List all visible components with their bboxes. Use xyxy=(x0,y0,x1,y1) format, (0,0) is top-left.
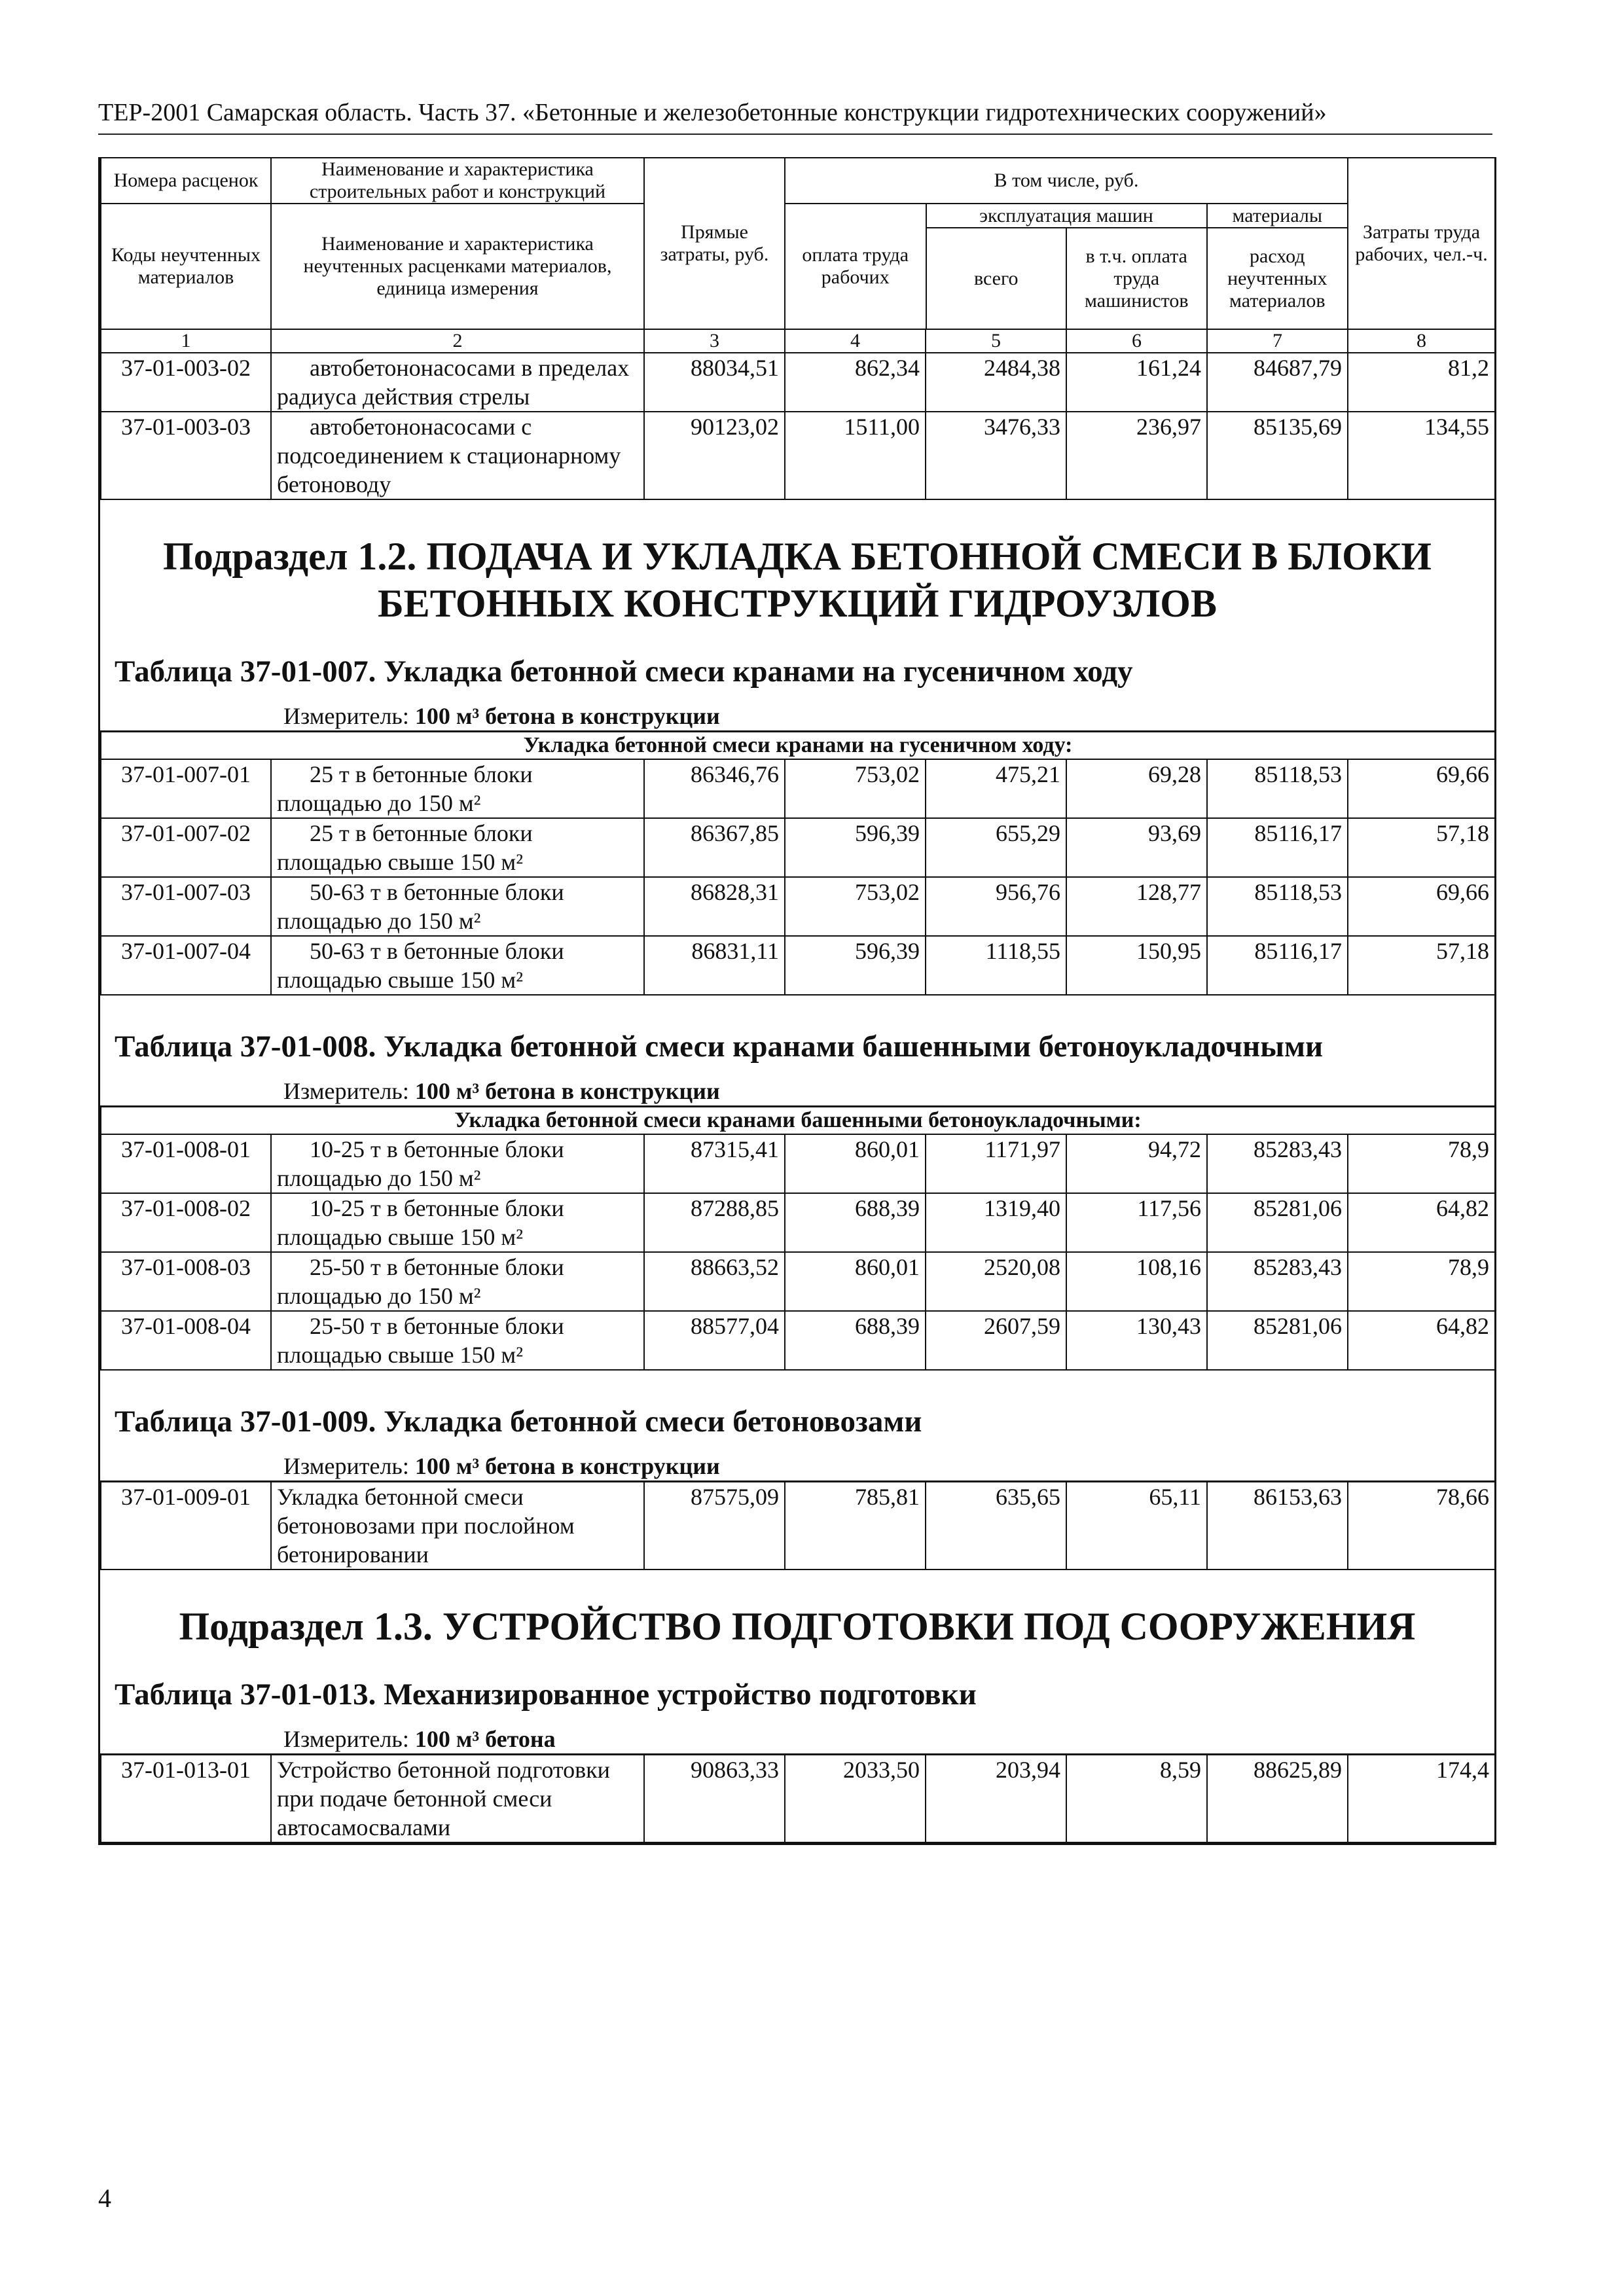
value-labor-hours: 69,66 xyxy=(1348,877,1495,936)
rate-code: 37-01-007-04 xyxy=(101,936,271,995)
value-labor-hours: 81,2 xyxy=(1348,353,1495,412)
value-materials: 84687,79 xyxy=(1207,353,1348,412)
rate-description xyxy=(271,1311,644,1370)
main-table xyxy=(100,157,1496,500)
page-header: ТЕР-2001 Самарская область. Часть 37. «Бетонные и железобетонные конструкции гидротехнических сооружений» xyxy=(98,98,1492,135)
table-row xyxy=(101,877,1495,936)
page-number: 4 xyxy=(98,2183,111,2213)
value-direct-costs: 88034,51 xyxy=(644,353,785,412)
rate-code: 37-01-008-03 xyxy=(101,1252,271,1311)
col-num: 5 xyxy=(926,329,1066,353)
col-num: 2 xyxy=(271,329,644,353)
value-labor-pay: 688,39 xyxy=(785,1311,926,1370)
table-row xyxy=(101,1755,1495,1843)
value-labor-pay: 596,39 xyxy=(785,936,926,995)
value-materials: 85135,69 xyxy=(1207,412,1348,499)
meter-value: 100 м³ бетона xyxy=(414,1726,556,1752)
rate-code: 37-01-007-01 xyxy=(101,759,271,818)
header-materials: материалы xyxy=(1207,204,1348,228)
header-material-name: Наименование и характеристика неучтенных расценками материалов, единица измерения xyxy=(271,204,644,329)
value-direct-costs: 90123,02 xyxy=(644,412,785,499)
meter-label: Измеритель: xyxy=(283,1726,409,1752)
value-labor-pay: 1511,00 xyxy=(785,412,926,499)
subsection-title-1-3: Подраздел 1.3. УСТРОЙСТВО ПОДГОТОВКИ ПОД СООРУЖЕНИЯ xyxy=(179,1605,1416,1648)
rate-description xyxy=(271,1482,644,1570)
value-labor-pay: 862,34 xyxy=(785,353,926,412)
value-machines-total: 2520,08 xyxy=(926,1252,1066,1311)
table-caption-008: Укладка бетонной смеси кранами башенными бетоноукладочными: xyxy=(101,1107,1495,1135)
meter-009 xyxy=(100,1452,1494,1480)
rate-description xyxy=(271,759,644,818)
rate-description xyxy=(271,1252,644,1311)
value-machinist-pay: 161,24 xyxy=(1066,353,1207,412)
value-machinist-pay: 94,72 xyxy=(1066,1134,1207,1193)
table-009 xyxy=(100,1480,1496,1570)
value-machinist-pay: 8,59 xyxy=(1066,1755,1207,1843)
rate-code: 37-01-007-03 xyxy=(101,877,271,936)
header-direct-costs: Прямые затраты, руб. xyxy=(644,158,785,329)
rows-008 xyxy=(101,1134,1495,1370)
meter-013 xyxy=(100,1725,1494,1753)
value-machines-total: 203,94 xyxy=(926,1755,1066,1843)
header-work-name: Наименование и характеристика строительных работ и конструкций xyxy=(271,158,644,204)
value-materials: 85283,43 xyxy=(1207,1134,1348,1193)
table-row xyxy=(101,1482,1495,1570)
value-direct-costs: 86828,31 xyxy=(644,877,785,936)
meter-value: 100 м³ бетона в конструкции xyxy=(414,1453,720,1479)
value-materials: 85281,06 xyxy=(1207,1193,1348,1252)
table-007 xyxy=(100,730,1496,996)
value-direct-costs: 87575,09 xyxy=(644,1482,785,1570)
table-title-009: Таблица 37-01-009. Укладка бетонной смеси бетоновозами xyxy=(115,1405,922,1439)
value-machinist-pay: 150,95 xyxy=(1066,936,1207,995)
rows-009 xyxy=(101,1482,1495,1570)
rate-code: 37-01-009-01 xyxy=(101,1482,271,1570)
table-row xyxy=(101,412,1495,499)
table-row xyxy=(101,1252,1495,1311)
table-title-007: Таблица 37-01-007. Укладка бетонной смеси кранами на гусеничном ходу xyxy=(115,655,1133,689)
table-title-013: Таблица 37-01-013. Механизированное устройство подготовки xyxy=(115,1677,977,1712)
value-direct-costs: 86346,76 xyxy=(644,759,785,818)
value-machines-total: 3476,33 xyxy=(926,412,1066,499)
rate-code: 37-01-008-04 xyxy=(101,1311,271,1370)
rate-description-text: Укладка бетонной смеси бетоновозами при послойном бетонировании xyxy=(277,1484,575,1568)
value-labor-hours: 78,9 xyxy=(1348,1252,1495,1311)
subsection-title-1-2: Подраздел 1.2. ПОДАЧА И УКЛАДКА БЕТОННОЙ СМЕСИ В БЛОКИ БЕТОННЫХ КОНСТРУКЦИЙ ГИДРОУЗЛОВ xyxy=(163,535,1432,625)
value-machinist-pay: 128,77 xyxy=(1066,877,1207,936)
rate-description-text: 25-50 т в бетонные блоки площадью свыше 150 м² xyxy=(277,1313,564,1368)
table-row xyxy=(101,1193,1495,1252)
value-labor-hours: 69,66 xyxy=(1348,759,1495,818)
meter-008 xyxy=(100,1077,1494,1105)
table-row xyxy=(101,1311,1495,1370)
rate-description-text: 25 т в бетонные блоки площадью свыше 150 м² xyxy=(277,820,533,875)
rate-code: 37-01-008-01 xyxy=(101,1134,271,1193)
value-materials: 85281,06 xyxy=(1207,1311,1348,1370)
col-num: 3 xyxy=(644,329,785,353)
value-direct-costs: 90863,33 xyxy=(644,1755,785,1843)
rate-code: 37-01-008-02 xyxy=(101,1193,271,1252)
header-rate-number: Номера расценок xyxy=(101,158,271,204)
header-labor-costs: Затраты труда рабочих, чел.-ч. xyxy=(1348,158,1495,329)
header-material-codes: Коды неучтенных материалов xyxy=(101,204,271,329)
value-materials: 85118,53 xyxy=(1207,877,1348,936)
value-machines-total: 2484,38 xyxy=(926,353,1066,412)
table-row xyxy=(101,936,1495,995)
value-labor-pay: 688,39 xyxy=(785,1193,926,1252)
rows-013 xyxy=(101,1755,1495,1843)
meter-label: Измеритель: xyxy=(283,1078,409,1104)
value-direct-costs: 86367,85 xyxy=(644,818,785,877)
table-title-008: Таблица 37-01-008. Укладка бетонной смеси кранами башенными бетоноукладочными xyxy=(115,1030,1324,1064)
col-num: 6 xyxy=(1066,329,1207,353)
meter-value: 100 м³ бетона в конструкции xyxy=(414,703,720,729)
value-direct-costs: 87288,85 xyxy=(644,1193,785,1252)
value-direct-costs: 87315,41 xyxy=(644,1134,785,1193)
header-machines: эксплуатация машин xyxy=(926,204,1207,228)
meter-label: Измеритель: xyxy=(283,703,409,729)
value-materials: 85116,17 xyxy=(1207,936,1348,995)
value-machines-total: 635,65 xyxy=(926,1482,1066,1570)
rate-code: 37-01-013-01 xyxy=(101,1755,271,1843)
rate-description-text: 10-25 т в бетонные блоки площадью свыше 150 м² xyxy=(277,1195,564,1250)
value-machines-total: 475,21 xyxy=(926,759,1066,818)
value-labor-pay: 785,81 xyxy=(785,1482,926,1570)
value-machines-total: 1171,97 xyxy=(926,1134,1066,1193)
rate-code: 37-01-003-03 xyxy=(101,412,271,499)
table-row xyxy=(101,818,1495,877)
rate-description xyxy=(271,353,644,412)
rate-description-text: 25 т в бетонные блоки площадью до 150 м² xyxy=(277,761,533,816)
value-materials: 86153,63 xyxy=(1207,1482,1348,1570)
rate-description-text: 10-25 т в бетонные блоки площадью до 150 м² xyxy=(277,1136,564,1191)
value-machinist-pay: 65,11 xyxy=(1066,1482,1207,1570)
value-machinist-pay: 108,16 xyxy=(1066,1252,1207,1311)
table-caption-007: Укладка бетонной смеси кранами на гусеничном ходу: xyxy=(101,732,1495,760)
value-materials: 85118,53 xyxy=(1207,759,1348,818)
header-machines-total: всего xyxy=(926,228,1067,329)
rate-description xyxy=(271,1755,644,1843)
document-body xyxy=(98,157,1496,1845)
rows-007 xyxy=(101,759,1495,995)
rows-top xyxy=(101,353,1495,499)
table-row xyxy=(101,759,1495,818)
value-machinist-pay: 236,97 xyxy=(1066,412,1207,499)
rate-description xyxy=(271,877,644,936)
table-row xyxy=(101,1134,1495,1193)
rate-description-text: автобетононасосами в пределах радиуса действия стрелы xyxy=(277,355,630,410)
value-machines-total: 956,76 xyxy=(926,877,1066,936)
col-num: 1 xyxy=(101,329,271,353)
value-labor-pay: 753,02 xyxy=(785,759,926,818)
value-machines-total: 1319,40 xyxy=(926,1193,1066,1252)
value-materials: 85283,43 xyxy=(1207,1252,1348,1311)
header-subgrid xyxy=(785,204,1348,329)
rate-description-text: автобетононасосами с подсоединением к стационарному бетоноводу xyxy=(277,414,621,497)
header-labor-pay: оплата труда рабочих xyxy=(785,204,926,329)
rate-description-text: 50-63 т в бетонные блоки площадью свыше 150 м² xyxy=(277,938,564,993)
value-machinist-pay: 93,69 xyxy=(1066,818,1207,877)
value-materials: 85116,17 xyxy=(1207,818,1348,877)
value-machinist-pay: 69,28 xyxy=(1066,759,1207,818)
rate-description xyxy=(271,818,644,877)
value-machinist-pay: 130,43 xyxy=(1066,1311,1207,1370)
rate-description-text: 25-50 т в бетонные блоки площадью до 150 м² xyxy=(277,1254,564,1309)
value-labor-pay: 753,02 xyxy=(785,877,926,936)
value-labor-hours: 174,4 xyxy=(1348,1755,1495,1843)
table-013 xyxy=(100,1753,1496,1843)
table-008 xyxy=(100,1105,1496,1371)
col-num: 4 xyxy=(785,329,926,353)
rate-description xyxy=(271,412,644,499)
value-labor-pay: 596,39 xyxy=(785,818,926,877)
rate-description-text: 50-63 т в бетонные блоки площадью до 150 м² xyxy=(277,879,564,934)
value-direct-costs: 88577,04 xyxy=(644,1311,785,1370)
value-labor-hours: 57,18 xyxy=(1348,936,1495,995)
rate-code: 37-01-003-02 xyxy=(101,353,271,412)
value-labor-hours: 78,66 xyxy=(1348,1482,1495,1570)
value-machines-total: 1118,55 xyxy=(926,936,1066,995)
value-labor-pay: 2033,50 xyxy=(785,1755,926,1843)
value-labor-pay: 860,01 xyxy=(785,1252,926,1311)
value-labor-pay: 860,01 xyxy=(785,1134,926,1193)
table-row xyxy=(101,353,1495,412)
rate-description-text: Устройство бетонной подготовки при подаче бетонной смеси автосамосвалами xyxy=(277,1757,610,1840)
header-including: В том числе, руб. xyxy=(785,158,1348,204)
value-machinist-pay: 117,56 xyxy=(1066,1193,1207,1252)
value-labor-hours: 134,55 xyxy=(1348,412,1495,499)
value-labor-hours: 64,82 xyxy=(1348,1311,1495,1370)
meter-007 xyxy=(100,702,1494,730)
value-labor-hours: 78,9 xyxy=(1348,1134,1495,1193)
rate-code: 37-01-007-02 xyxy=(101,818,271,877)
value-direct-costs: 86831,11 xyxy=(644,936,785,995)
rate-description xyxy=(271,936,644,995)
rate-description xyxy=(271,1134,644,1193)
value-machines-total: 2607,59 xyxy=(926,1311,1066,1370)
header-machinist-pay: в т.ч. оплата труда машинистов xyxy=(1066,228,1207,329)
value-machines-total: 655,29 xyxy=(926,818,1066,877)
value-materials: 88625,89 xyxy=(1207,1755,1348,1843)
value-direct-costs: 88663,52 xyxy=(644,1252,785,1311)
col-num: 7 xyxy=(1207,329,1348,353)
value-labor-hours: 57,18 xyxy=(1348,818,1495,877)
meter-label: Измеритель: xyxy=(283,1453,409,1479)
col-num: 8 xyxy=(1348,329,1495,353)
meter-value: 100 м³ бетона в конструкции xyxy=(414,1078,720,1104)
rate-description xyxy=(271,1193,644,1252)
header-material-consumption: расход неучтенных материалов xyxy=(1227,245,1327,312)
value-labor-hours: 64,82 xyxy=(1348,1193,1495,1252)
